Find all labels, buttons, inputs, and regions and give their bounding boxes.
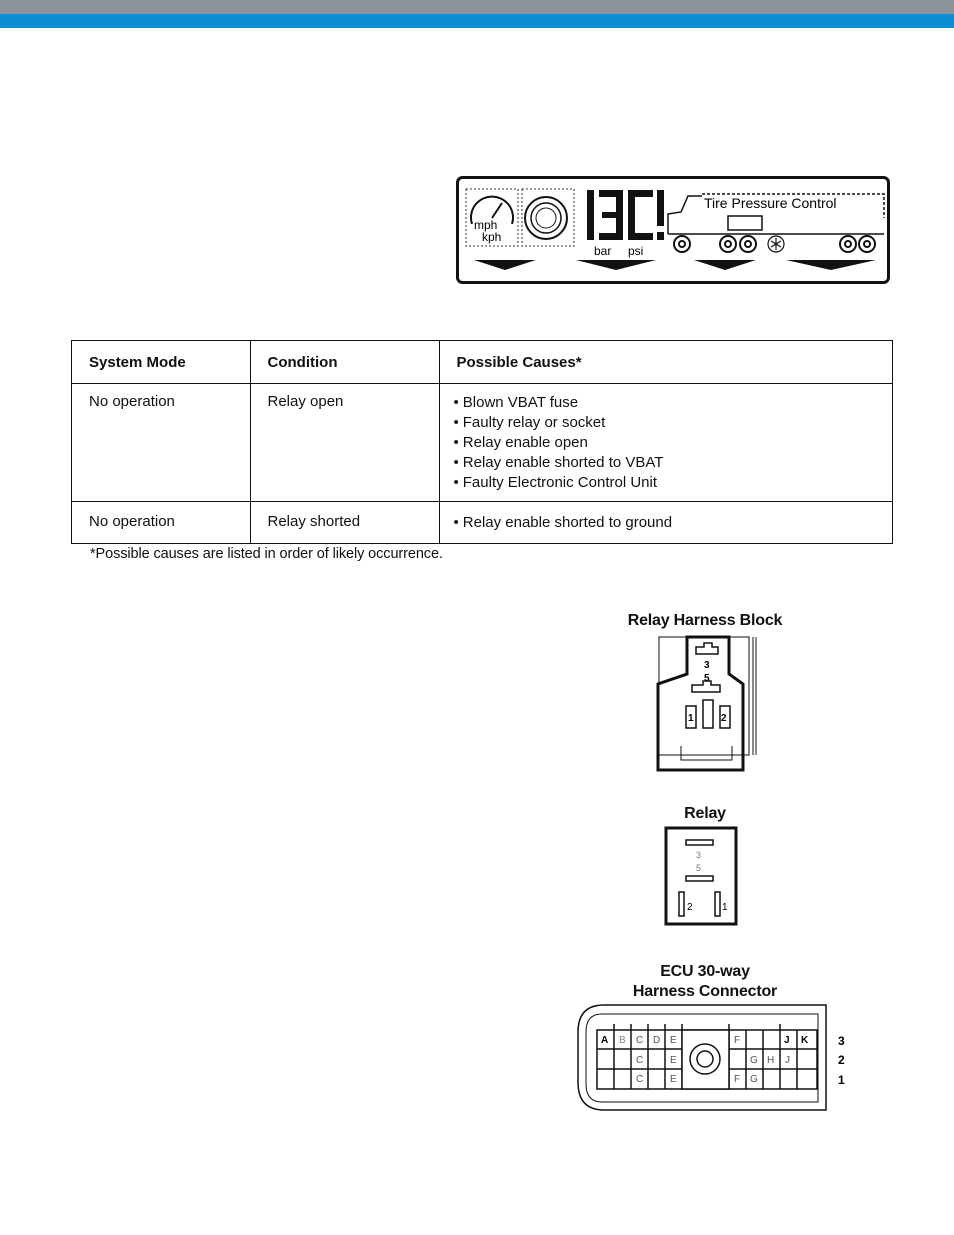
relay-harness-block-diagram <box>650 634 760 776</box>
header-system-mode: System Mode <box>72 341 250 384</box>
ecu-pin-row1-g: G <box>750 1074 758 1085</box>
ecu-pin-row2-j: J <box>785 1055 790 1066</box>
ecu-pin-row3-c: C <box>636 1035 644 1046</box>
lcd-psi-label: psi <box>628 244 644 258</box>
relay-pin-3: 3 <box>696 850 702 860</box>
ecu-pin-row2-g: G <box>750 1055 758 1066</box>
diagnostic-table <box>71 340 893 544</box>
relay-harness-block-title: Relay Harness Block <box>627 612 783 629</box>
ecu-pin-row1-e: E <box>670 1074 677 1085</box>
cause-item: • Faulty Electronic Control Unit <box>454 473 893 493</box>
lcd-mph-label: mph <box>474 218 498 232</box>
cause-item: • Faulty relay or socket <box>454 413 893 433</box>
header-band-grey <box>0 0 954 14</box>
tire-pressure-lcd-display <box>456 176 890 284</box>
lcd-digits <box>587 190 664 240</box>
relay-pin-5: 5 <box>696 863 702 873</box>
ecu-row-number-1: 1 <box>838 1073 845 1087</box>
cause-item: • Relay enable shorted to VBAT <box>454 453 893 473</box>
ecu-pin-row3-d: D <box>653 1035 661 1046</box>
ecu-connector-title-line1: ECU 30-way <box>660 963 750 980</box>
ecu-connector-diagram <box>574 1002 845 1114</box>
table-row <box>72 502 892 544</box>
cause-item: • Relay enable open <box>454 433 893 453</box>
table-footnote: *Possible causes are listed in order of likely occurrence. <box>90 546 443 562</box>
ecu-pin-row1-c: C <box>636 1074 644 1085</box>
ecu-row-number-2: 2 <box>838 1053 845 1067</box>
ecu-pin-row3-j: J <box>784 1035 790 1046</box>
ecu-pin-row3-f: F <box>734 1035 741 1046</box>
lcd-kph-label: kph <box>482 230 502 244</box>
system-mode-cell: No operation <box>89 513 175 530</box>
tire-gauge-icon <box>525 197 567 239</box>
ecu-row-number-3: 3 <box>838 1034 845 1048</box>
ecu-pin-row2-e: E <box>670 1055 677 1066</box>
condition-cell: Relay open <box>250 384 439 502</box>
lcd-tire-pressure-label: Tire Pressure Control <box>704 195 837 211</box>
ecu-pin-row3-b: B <box>619 1035 626 1046</box>
relay-title: Relay <box>684 805 726 822</box>
possible-causes-cell <box>439 384 892 502</box>
possible-causes-cell <box>439 502 892 544</box>
relay-diagram <box>664 826 738 926</box>
ecu-pin-row1-f: F <box>734 1074 741 1085</box>
ecu-connector-title-line2: Harness Connector <box>632 983 778 1000</box>
harness-pin-5: 5 <box>704 673 710 684</box>
cause-item: • Blown VBAT fuse <box>454 393 893 413</box>
relay-pin-1: 1 <box>722 902 728 913</box>
table-header-row <box>72 341 892 384</box>
ecu-pin-row2-h: H <box>767 1055 775 1066</box>
wheel-icons <box>674 236 875 252</box>
harness-pin-1: 1 <box>688 713 694 724</box>
condition-cell: Relay shorted <box>250 502 439 544</box>
ecu-pin-row2-c: C <box>636 1055 644 1066</box>
harness-pin-2: 2 <box>721 713 727 724</box>
relay-pin-2: 2 <box>687 902 693 913</box>
snowflake-icon <box>768 236 784 252</box>
header-band-blue <box>0 14 954 28</box>
cause-item: • Relay enable shorted to ground <box>454 513 893 533</box>
table-row <box>72 384 892 502</box>
system-mode-cell: No operation <box>72 384 250 502</box>
lcd-bar-label: bar <box>594 244 612 258</box>
ecu-pin-row3-e: E <box>670 1035 677 1046</box>
ecu-pin-row3-a: A <box>601 1035 609 1046</box>
header-possible-causes: Possible Causes* <box>439 341 892 384</box>
header-condition: Condition <box>250 341 439 384</box>
harness-pin-3: 3 <box>704 660 710 671</box>
lcd-arrow-indicators <box>474 260 876 270</box>
ecu-pin-row3-k: K <box>801 1035 809 1046</box>
